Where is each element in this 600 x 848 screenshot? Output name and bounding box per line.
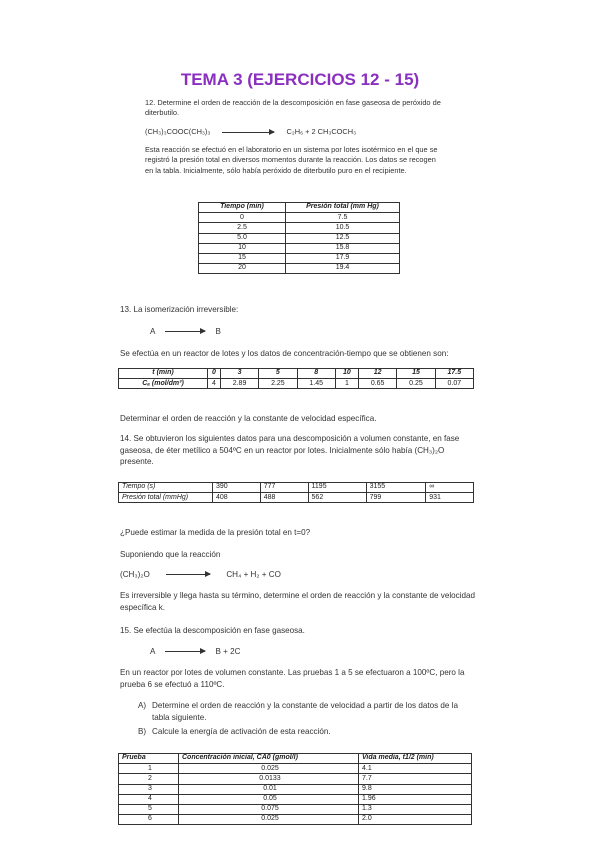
ex13-intro: Se efectúa en un reactor de lotes y los datos de concentración-tiempo que se obtienen son: — [120, 349, 449, 358]
table-cell: 20 — [199, 264, 286, 274]
ex12-description: Esta reacción se efectuó en el laboratorio en un sistema por lotes isotérmico en el que se registró la presión total en diversos momentos durante la reacción. Los datos se recogen en la tabla. Inicialmente, sólo había peróxido de diterbutilo puro en el recipiente. — [145, 145, 438, 175]
table-cell: 15.8 — [286, 243, 400, 253]
ex12-table — [198, 202, 400, 274]
table-row — [199, 253, 400, 263]
ex12-products: C₂H₆ + 2 CH₃COCH₃ — [286, 127, 357, 136]
table-cell: 799 — [366, 493, 426, 503]
table-row — [119, 764, 472, 774]
table-cell: 5.0 — [199, 233, 286, 243]
table-row — [199, 233, 400, 243]
table-cell: 0.025 — [179, 764, 359, 774]
table-row — [119, 815, 472, 825]
table-row — [119, 784, 472, 794]
ex13-reactant: A — [150, 327, 155, 336]
table-cell: 2.5 — [199, 223, 286, 233]
table-cell: 4 — [208, 379, 221, 389]
table-cell: 0.0133 — [179, 774, 359, 784]
ex14-equation — [120, 569, 281, 581]
table-cell: 10.5 — [286, 223, 400, 233]
table-cell: 408 — [213, 493, 261, 503]
table-cell: 5 — [259, 369, 297, 379]
table-cell: 0.65 — [358, 379, 396, 389]
reaction-arrow-icon — [166, 574, 210, 575]
table-cell: 15 — [199, 253, 286, 263]
table-cell: 7.7 — [359, 774, 472, 784]
ex13-product: B — [215, 327, 221, 336]
table-cell: 12 — [358, 369, 396, 379]
table-row — [199, 223, 400, 233]
table-cell: 0 — [208, 369, 221, 379]
table-cell: 1 — [335, 379, 358, 389]
ex13-statement: 13. La isomerización irreversible: — [120, 305, 239, 314]
table-cell: 1.45 — [297, 379, 335, 389]
ex15-equation — [150, 646, 240, 658]
table-row — [199, 264, 400, 274]
table-header: Concentración inicial, CA0 (gmol/l) — [179, 754, 359, 764]
ex15-item-b: Calcule la energía de activación de esta reacción. — [152, 727, 331, 736]
table-cell: 390 — [213, 483, 261, 493]
ex14-reactant: (CH₃)₂O — [120, 570, 150, 579]
table-cell: 2 — [119, 774, 179, 784]
table-cell: 562 — [308, 493, 366, 503]
table-cell: 15 — [397, 369, 435, 379]
ex15-intro: En un reactor por lotes de volumen constante. Las pruebas 1 a 5 se efectuaron a 100ºC, pero la prueba 6 se efectuó a 110ºC. — [120, 668, 465, 689]
ex14-question-1: ¿Puede estimar la medida de la presión total en t=0? — [120, 528, 311, 537]
ex14-question-3: Es irreversible y llega hasta su término, determine el orden de reacción y la constante de velocidad específica k. — [120, 591, 475, 612]
table-row — [119, 804, 472, 814]
table-header: Tiempo (min) — [199, 203, 286, 213]
table-cell: 4 — [119, 794, 179, 804]
ex14-products: CH₄ + H₂ + CO — [226, 570, 281, 579]
table-cell: 0.07 — [435, 379, 473, 389]
table-header: Presión total (mm Hg) — [286, 203, 400, 213]
row-label: Tiempo (s) — [119, 483, 213, 493]
table-row — [199, 213, 400, 223]
table-cell: 3 — [220, 369, 258, 379]
table-cell: 6 — [119, 815, 179, 825]
table-cell: 9.8 — [359, 784, 472, 794]
table-cell: 777 — [260, 483, 308, 493]
ex15-item-a: Determine el orden de reacción y la constante de velocidad a partir de los datos de la tabla siguiente. — [152, 701, 458, 722]
table-cell: 17.9 — [286, 253, 400, 263]
row-label: t (min) — [119, 369, 208, 379]
row-label: Presión total (mmHg) — [119, 493, 213, 503]
ex14-statement: 14. Se obtuvieron los siguientes datos para una descomposición a volumen constante, en fase gaseosa, de éter metílico a 504ºC en un reactor por lotes. Inicialmente sólo había (CH₃)₂O presente. — [120, 434, 460, 466]
ex15-item-b-marker: B) — [138, 727, 147, 736]
table-cell: 4.1 — [359, 764, 472, 774]
ex13-equation — [150, 326, 221, 338]
table-cell: 0 — [199, 213, 286, 223]
table-cell: 7.5 — [286, 213, 400, 223]
table-cell: 1.3 — [359, 804, 472, 814]
ex15-reactant: A — [150, 647, 155, 656]
table-cell: 0.01 — [179, 784, 359, 794]
ex12-statement: 12. Determine el orden de reacción de la descomposición en fase gaseosa de peróxido de diterbutilo. — [145, 98, 441, 118]
table-header: Prueba — [119, 754, 179, 764]
table-cell: 8 — [297, 369, 335, 379]
row-label: Cₐ (mol/dm³) — [119, 379, 208, 389]
table-header: Vida media, t1/2 (min) — [359, 754, 472, 764]
table-cell: 10 — [335, 369, 358, 379]
table-cell: 2.89 — [220, 379, 258, 389]
table-cell: 0.25 — [397, 379, 435, 389]
table-cell: 2.0 — [359, 815, 472, 825]
ex15-table — [118, 753, 472, 825]
table-cell: 1.96 — [359, 794, 472, 804]
ex13-question: Determinar el orden de reacción y la constante de velocidad específica. — [120, 414, 377, 423]
ex15-products: B + 2C — [215, 647, 241, 656]
table-cell: 3 — [119, 784, 179, 794]
table-cell: 5 — [119, 804, 179, 814]
table-cell: 0.05 — [179, 794, 359, 804]
ex14-question-2: Suponiendo que la reacción — [120, 550, 221, 559]
reaction-arrow-icon — [165, 651, 205, 652]
ex15-statement: 15. Se efectúa la descomposición en fase gaseosa. — [120, 626, 305, 635]
table-cell: 17.5 — [435, 369, 473, 379]
ex12-equation — [145, 127, 475, 137]
table-row — [119, 794, 472, 804]
table-cell: 10 — [199, 243, 286, 253]
ex12-reactant: (CH₃)₃COOC(CH₃)₃ — [145, 127, 211, 136]
table-cell: 0.075 — [179, 804, 359, 814]
reaction-arrow-icon — [222, 132, 274, 133]
ex13-table — [118, 368, 474, 389]
table-cell: 488 — [260, 493, 308, 503]
table-cell: ∞ — [426, 483, 474, 493]
table-cell: 3155 — [366, 483, 426, 493]
table-cell: 0.025 — [179, 815, 359, 825]
ex15-item-a-marker: A) — [138, 701, 147, 710]
page-title: TEMA 3 (EJERCICIOS 12 - 15) — [180, 70, 420, 89]
table-cell: 1 — [119, 764, 179, 774]
table-row — [119, 774, 472, 784]
table-cell: 12.5 — [286, 233, 400, 243]
table-cell: 2.25 — [259, 379, 297, 389]
table-cell: 931 — [426, 493, 474, 503]
reaction-arrow-icon — [165, 331, 205, 332]
ex14-table — [118, 482, 474, 503]
table-cell: 1195 — [308, 483, 366, 493]
table-row — [199, 243, 400, 253]
table-cell: 19.4 — [286, 264, 400, 274]
